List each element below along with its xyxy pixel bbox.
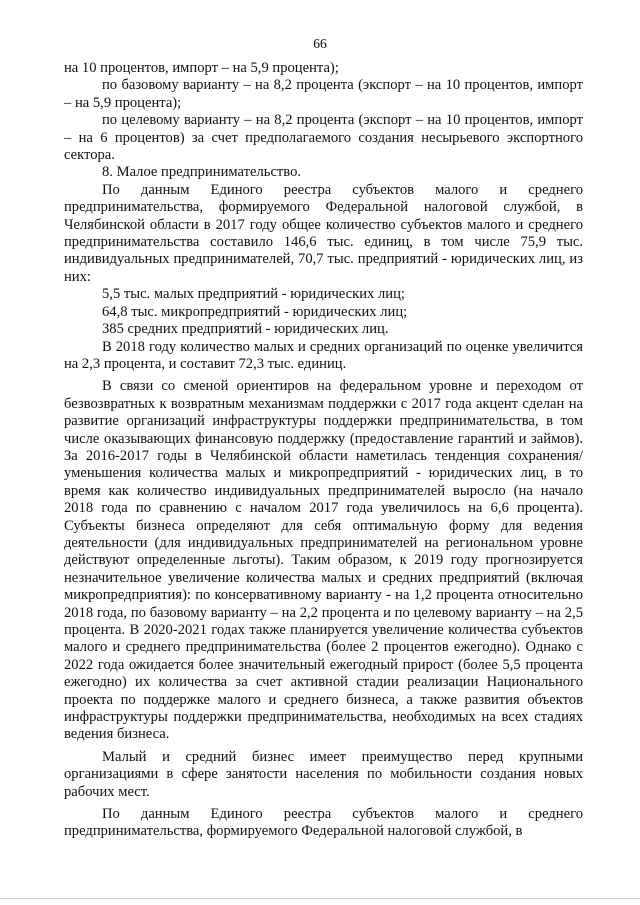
list-item-micro-enterprises: 64,8 тыс. микропредприятий - юридических лиц; bbox=[102, 303, 408, 320]
list-item-small-enterprises: 5,5 тыс. малых предприятий - юридических лиц; bbox=[102, 286, 405, 303]
paragraph-employment-advantage: Малый и средний бизнес имеет преимущество перед крупными организациями в сфере занятости населения по мобильности создания новых рабочих мест. bbox=[64, 748, 583, 800]
paragraph-base-variant: по базовому варианту – на 8,2 процента (экспорт – на 10 процентов, импорт – на 5,9 процента); bbox=[64, 77, 583, 111]
paragraph-support-mechanisms: В связи со сменой ориентиров на федеральном уровне и переходом от безвозвратных к возвратным механизмам поддержки с 2017 года акцент сделан на развитие организаций инфраструктуры поддержки предпринимательства, в том числе оказывающих финансовую поддержку (предоставление гарантий и займов). За 2016-2017 годы в Челябинской области наметилась тенденция сохранения/уменьшения количества малых и микропредприятий - юридических лиц, в то время как количество индивидуальных предпринимателей выросло (на начало 2018 года по сравнению с началом 2017 года увеличилось на 6,6 процента). Субъекты бизнеса определяют для себя оптимальную форму для ведения деятельности (для индивидуальных предпринимателей на региональном уровне действуют определенные льготы). Таким образом, к 2019 году прогнозируется незначительное увеличение количества малых и средних предприятий (включая микропредприятия): по консервативному варианту - на 1,2 процента относительно 2018 года, по базовому варианту – на 2,2 процента и по целевому варианту – на 2,5 процента. В 2020-2021 годах также планируется увеличение количества субъектов малого и среднего предпринимательства (более 2 процентов ежегодно). Однако с 2022 года ожидается более значительный ежегодный прирост (более 5,5 процента ежегодно) их количества за счет активной стадии реализации Национального проекта по поддержке малого и среднего бизнеса, а также развития объектов инфраструктуры поддержки предпринимательства, необходимых на всех стадиях ведения бизнеса. bbox=[64, 378, 583, 743]
paragraph-export-conservative-end: на 10 процентов, импорт – на 5,9 процента); bbox=[64, 60, 339, 76]
paragraph-target-variant: по целевому варианту – на 8,2 процента (экспорт – на 10 процентов, импорт – на 6 процентов) за счет предполагаемого создания несырьевого экспортного сектора. bbox=[64, 112, 583, 164]
page-number: 66 bbox=[313, 36, 327, 51]
paragraph-registry-data: По данным Единого реестра субъектов малого и среднего предпринимательства, формируемого Федеральной налоговой службой, в Челябинской области в 2017 году общее количество субъектов малого и среднего предпринимательства составило 146,6 тыс. единиц, в том числе 75,9 тыс. индивидуальных предпринимателей, 70,7 тыс. предприятий - юридических лиц, из них: bbox=[64, 181, 583, 285]
list-item-medium-enterprises: 385 средних предприятий - юридических лиц. bbox=[102, 321, 389, 338]
page-bottom-edge bbox=[0, 898, 640, 899]
section-heading-small-business: 8. Малое предпринимательство. bbox=[102, 164, 302, 181]
paragraph-2018-estimate: В 2018 году количество малых и средних организаций по оценке увеличится на 2,3 процента, и составит 72,3 тыс. единиц. bbox=[64, 338, 583, 372]
document-body bbox=[64, 60, 583, 841]
paragraph-registry-data-continued: По данным Единого реестра субъектов малого и среднего предпринимательства, формируемого Федеральной налоговой службой, в bbox=[64, 806, 583, 840]
